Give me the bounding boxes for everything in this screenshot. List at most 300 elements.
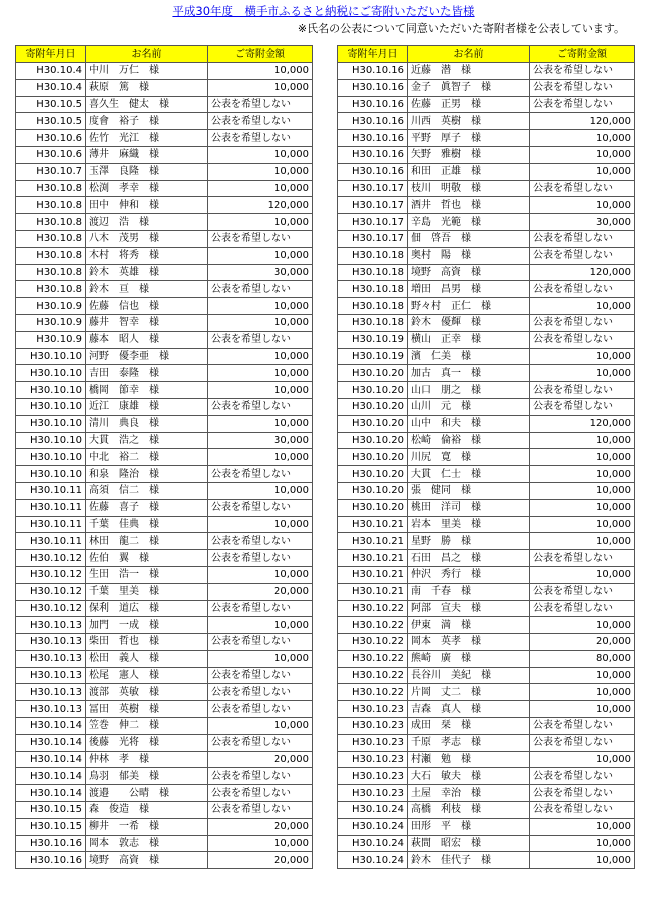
date-cell: H30.10.11 bbox=[16, 482, 86, 499]
name-cell: 松尾 憲人 様 bbox=[86, 667, 208, 684]
name-cell: 高須 信二 様 bbox=[86, 482, 208, 499]
name-cell: 千葉 佳典 様 bbox=[86, 516, 208, 533]
amount-cell: 公表を希望しない bbox=[530, 314, 635, 331]
page-title[interactable]: 平成30年度 横手市ふるさと納税にご寄附いただいた皆様 bbox=[172, 4, 475, 18]
amount-cell: 10,000 bbox=[208, 146, 313, 163]
name-cell: 保利 道広 様 bbox=[86, 600, 208, 617]
table-row bbox=[16, 533, 313, 550]
table-row bbox=[338, 449, 635, 466]
date-cell: H30.10.11 bbox=[16, 533, 86, 550]
table-row bbox=[16, 768, 313, 785]
name-cell: 金子 眞智子 様 bbox=[408, 79, 530, 96]
table-row bbox=[338, 415, 635, 432]
amount-cell: 公表を希望しない bbox=[208, 785, 313, 802]
name-cell: 熊崎 廣 様 bbox=[408, 650, 530, 667]
table-row bbox=[16, 230, 313, 247]
amount-cell: 公表を希望しない bbox=[208, 331, 313, 348]
amount-cell: 公表を希望しない bbox=[530, 331, 635, 348]
amount-cell: 20,000 bbox=[208, 751, 313, 768]
table-row bbox=[338, 264, 635, 281]
name-cell: 加古 真一 様 bbox=[408, 365, 530, 382]
amount-cell: 20,000 bbox=[530, 634, 635, 651]
date-cell: H30.10.12 bbox=[16, 600, 86, 617]
name-cell: 松田 義人 様 bbox=[86, 650, 208, 667]
date-cell: H30.10.22 bbox=[338, 650, 408, 667]
table-row bbox=[16, 835, 313, 852]
amount-cell: 10,000 bbox=[530, 298, 635, 315]
table-row bbox=[338, 247, 635, 264]
amount-cell: 20,000 bbox=[208, 818, 313, 835]
amount-cell: 120,000 bbox=[530, 113, 635, 130]
table-row bbox=[338, 634, 635, 651]
name-cell: 藤井 智幸 様 bbox=[86, 314, 208, 331]
table-row bbox=[338, 617, 635, 634]
table-row bbox=[16, 634, 313, 651]
amount-cell: 10,000 bbox=[530, 835, 635, 852]
date-cell: H30.10.10 bbox=[16, 466, 86, 483]
amount-cell: 10,000 bbox=[530, 482, 635, 499]
table-row bbox=[16, 852, 313, 869]
date-cell: H30.10.23 bbox=[338, 751, 408, 768]
name-cell: 石田 昌之 様 bbox=[408, 550, 530, 567]
amount-cell: 10,000 bbox=[208, 382, 313, 399]
amount-cell: 10,000 bbox=[208, 617, 313, 634]
amount-cell: 120,000 bbox=[530, 264, 635, 281]
amount-cell: 30,000 bbox=[208, 432, 313, 449]
amount-cell: 公表を希望しない bbox=[530, 382, 635, 399]
name-cell: 片岡 丈二 様 bbox=[408, 684, 530, 701]
date-cell: H30.10.24 bbox=[338, 802, 408, 819]
date-cell: H30.10.19 bbox=[338, 348, 408, 365]
table-row bbox=[16, 818, 313, 835]
name-cell: 阿部 宣夫 様 bbox=[408, 600, 530, 617]
date-cell: H30.10.16 bbox=[338, 163, 408, 180]
amount-cell: 10,000 bbox=[208, 298, 313, 315]
date-cell: H30.10.22 bbox=[338, 684, 408, 701]
amount-cell: 公表を希望しない bbox=[208, 768, 313, 785]
amount-cell: 公表を希望しない bbox=[208, 398, 313, 415]
name-cell: 成田 栞 様 bbox=[408, 718, 530, 735]
amount-cell: 10,000 bbox=[208, 314, 313, 331]
date-cell: H30.10.11 bbox=[16, 516, 86, 533]
table-row bbox=[338, 432, 635, 449]
name-cell: 玉澤 良隆 様 bbox=[86, 163, 208, 180]
table-row bbox=[338, 482, 635, 499]
name-cell: 岡本 敦志 様 bbox=[86, 835, 208, 852]
date-cell: H30.10.24 bbox=[338, 852, 408, 869]
name-cell: 境野 高資 様 bbox=[86, 852, 208, 869]
name-cell: 冨田 英樹 様 bbox=[86, 701, 208, 718]
table-row bbox=[338, 197, 635, 214]
date-cell: H30.10.10 bbox=[16, 382, 86, 399]
amount-cell: 10,000 bbox=[208, 348, 313, 365]
date-cell: H30.10.16 bbox=[338, 79, 408, 96]
amount-cell: 公表を希望しない bbox=[530, 600, 635, 617]
name-cell: 鳥羽 郁美 様 bbox=[86, 768, 208, 785]
name-cell: 渡辺 浩 様 bbox=[86, 214, 208, 231]
table-row bbox=[16, 432, 313, 449]
name-cell: 萩間 昭宏 様 bbox=[408, 835, 530, 852]
name-cell: 佐藤 正男 様 bbox=[408, 96, 530, 113]
name-cell: 佃 啓吾 様 bbox=[408, 230, 530, 247]
date-cell: H30.10.19 bbox=[338, 331, 408, 348]
name-cell: 近藤 潜 様 bbox=[408, 63, 530, 80]
date-cell: H30.10.17 bbox=[338, 180, 408, 197]
name-cell: 奥村 陽 様 bbox=[408, 247, 530, 264]
name-cell: 喜久生 健太 様 bbox=[86, 96, 208, 113]
amount-cell: 公表を希望しない bbox=[530, 230, 635, 247]
name-cell: 渡部 英敏 様 bbox=[86, 684, 208, 701]
amount-cell: 公表を希望しない bbox=[208, 281, 313, 298]
name-cell: 張 健同 様 bbox=[408, 482, 530, 499]
date-cell: H30.10.20 bbox=[338, 415, 408, 432]
amount-cell: 30,000 bbox=[208, 264, 313, 281]
table-row bbox=[338, 785, 635, 802]
date-cell: H30.10.14 bbox=[16, 785, 86, 802]
date-cell: H30.10.22 bbox=[338, 600, 408, 617]
amount-cell: 公表を希望しない bbox=[530, 398, 635, 415]
table-row bbox=[338, 130, 635, 147]
name-cell: 木村 将秀 様 bbox=[86, 247, 208, 264]
date-cell: H30.10.17 bbox=[338, 214, 408, 231]
table-row bbox=[338, 298, 635, 315]
amount-cell: 10,000 bbox=[530, 466, 635, 483]
date-cell: H30.10.13 bbox=[16, 684, 86, 701]
date-cell: H30.10.23 bbox=[338, 768, 408, 785]
amount-cell: 公表を希望しない bbox=[208, 634, 313, 651]
date-cell: H30.10.9 bbox=[16, 314, 86, 331]
name-cell: 南 千春 様 bbox=[408, 583, 530, 600]
amount-cell: 公表を希望しない bbox=[530, 583, 635, 600]
amount-cell: 10,000 bbox=[530, 516, 635, 533]
amount-cell: 10,000 bbox=[530, 701, 635, 718]
name-cell: 渡邉 公晴 様 bbox=[86, 785, 208, 802]
donor-table-left bbox=[15, 45, 313, 869]
date-cell: H30.10.7 bbox=[16, 163, 86, 180]
date-cell: H30.10.14 bbox=[16, 768, 86, 785]
amount-cell: 10,000 bbox=[208, 516, 313, 533]
name-cell: 吉田 泰隆 様 bbox=[86, 365, 208, 382]
table-row bbox=[338, 835, 635, 852]
name-cell: 八木 茂男 様 bbox=[86, 230, 208, 247]
table-row bbox=[338, 163, 635, 180]
name-cell: 野々村 正仁 様 bbox=[408, 298, 530, 315]
name-cell: 山中 和夫 様 bbox=[408, 415, 530, 432]
date-cell: H30.10.16 bbox=[338, 130, 408, 147]
name-cell: 千葉 里美 様 bbox=[86, 583, 208, 600]
donor-table-right bbox=[337, 45, 635, 869]
name-cell: 田中 伸和 様 bbox=[86, 197, 208, 214]
amount-cell: 公表を希望しない bbox=[208, 533, 313, 550]
date-cell: H30.10.21 bbox=[338, 583, 408, 600]
date-cell: H30.10.16 bbox=[338, 63, 408, 80]
amount-cell: 公表を希望しない bbox=[530, 550, 635, 567]
amount-cell: 公表を希望しない bbox=[530, 247, 635, 264]
table-row bbox=[16, 314, 313, 331]
date-cell: H30.10.15 bbox=[16, 818, 86, 835]
date-cell: H30.10.20 bbox=[338, 449, 408, 466]
date-cell: H30.10.16 bbox=[16, 835, 86, 852]
table-row bbox=[338, 180, 635, 197]
date-cell: H30.10.23 bbox=[338, 718, 408, 735]
name-cell: 大石 敏夫 様 bbox=[408, 768, 530, 785]
header-name: お名前 bbox=[86, 46, 208, 63]
table-header-row bbox=[16, 46, 313, 63]
table-row bbox=[16, 146, 313, 163]
name-cell: 吉森 真人 様 bbox=[408, 701, 530, 718]
name-cell: 森 俊造 様 bbox=[86, 802, 208, 819]
date-cell: H30.10.20 bbox=[338, 499, 408, 516]
amount-cell: 10,000 bbox=[208, 650, 313, 667]
date-cell: H30.10.12 bbox=[16, 583, 86, 600]
name-cell: 柴田 哲也 様 bbox=[86, 634, 208, 651]
amount-cell: 10,000 bbox=[208, 79, 313, 96]
header-amount: ご寄附金額 bbox=[208, 46, 313, 63]
table-row bbox=[16, 281, 313, 298]
amount-cell: 10,000 bbox=[530, 499, 635, 516]
date-cell: H30.10.21 bbox=[338, 566, 408, 583]
name-cell: 松崎 倫裕 様 bbox=[408, 432, 530, 449]
table-row bbox=[338, 818, 635, 835]
table-row bbox=[338, 499, 635, 516]
date-cell: H30.10.13 bbox=[16, 667, 86, 684]
amount-cell: 公表を希望しない bbox=[530, 281, 635, 298]
name-cell: 長谷川 美紀 様 bbox=[408, 667, 530, 684]
amount-cell: 公表を希望しない bbox=[530, 785, 635, 802]
date-cell: H30.10.8 bbox=[16, 281, 86, 298]
name-cell: 柳井 一希 様 bbox=[86, 818, 208, 835]
table-row bbox=[338, 751, 635, 768]
amount-cell: 公表を希望しない bbox=[208, 802, 313, 819]
table-row bbox=[16, 163, 313, 180]
amount-cell: 公表を希望しない bbox=[530, 768, 635, 785]
table-row bbox=[338, 667, 635, 684]
amount-cell: 公表を希望しない bbox=[208, 667, 313, 684]
date-cell: H30.10.22 bbox=[338, 667, 408, 684]
name-cell: 岡本 英孝 様 bbox=[408, 634, 530, 651]
table-row bbox=[16, 130, 313, 147]
table-row bbox=[338, 214, 635, 231]
name-cell: 大貫 浩之 様 bbox=[86, 432, 208, 449]
name-cell: 近江 康雄 様 bbox=[86, 398, 208, 415]
date-cell: H30.10.20 bbox=[338, 466, 408, 483]
date-cell: H30.10.21 bbox=[338, 516, 408, 533]
amount-cell: 10,000 bbox=[530, 684, 635, 701]
date-cell: H30.10.4 bbox=[16, 79, 86, 96]
date-cell: H30.10.9 bbox=[16, 298, 86, 315]
table-row bbox=[338, 146, 635, 163]
table-row bbox=[16, 398, 313, 415]
table-row bbox=[16, 264, 313, 281]
table-row bbox=[338, 281, 635, 298]
amount-cell: 10,000 bbox=[530, 852, 635, 869]
name-cell: 中北 裕二 様 bbox=[86, 449, 208, 466]
amount-cell: 10,000 bbox=[530, 667, 635, 684]
name-cell: 鈴木 英雄 様 bbox=[86, 264, 208, 281]
date-cell: H30.10.13 bbox=[16, 634, 86, 651]
amount-cell: 公表を希望しない bbox=[208, 96, 313, 113]
amount-cell: 10,000 bbox=[530, 533, 635, 550]
amount-cell: 10,000 bbox=[530, 751, 635, 768]
table-row bbox=[338, 96, 635, 113]
table-row bbox=[16, 415, 313, 432]
table-row bbox=[16, 583, 313, 600]
table-row bbox=[338, 398, 635, 415]
date-cell: H30.10.24 bbox=[338, 835, 408, 852]
amount-cell: 120,000 bbox=[530, 415, 635, 432]
amount-cell: 10,000 bbox=[208, 482, 313, 499]
date-cell: H30.10.14 bbox=[16, 734, 86, 751]
table-row bbox=[16, 331, 313, 348]
name-cell: 藤本 昭人 様 bbox=[86, 331, 208, 348]
date-cell: H30.10.16 bbox=[338, 96, 408, 113]
table-row bbox=[338, 600, 635, 617]
date-cell: H30.10.4 bbox=[16, 63, 86, 80]
name-cell: 千原 孝志 様 bbox=[408, 734, 530, 751]
date-cell: H30.10.23 bbox=[338, 785, 408, 802]
name-cell: 増田 昌男 様 bbox=[408, 281, 530, 298]
table-row bbox=[16, 499, 313, 516]
date-cell: H30.10.21 bbox=[338, 533, 408, 550]
date-cell: H30.10.5 bbox=[16, 96, 86, 113]
amount-cell: 10,000 bbox=[530, 130, 635, 147]
date-cell: H30.10.10 bbox=[16, 398, 86, 415]
amount-cell: 公表を希望しない bbox=[208, 130, 313, 147]
table-row bbox=[16, 79, 313, 96]
publication-note: ※氏名の公表について同意いただいた寄附者様を公表しています。 bbox=[297, 22, 625, 35]
amount-cell: 公表を希望しない bbox=[208, 701, 313, 718]
date-cell: H30.10.10 bbox=[16, 415, 86, 432]
date-cell: H30.10.8 bbox=[16, 247, 86, 264]
name-cell: 和田 正雄 様 bbox=[408, 163, 530, 180]
table-row bbox=[338, 314, 635, 331]
amount-cell: 10,000 bbox=[530, 163, 635, 180]
name-cell: 横山 正幸 様 bbox=[408, 331, 530, 348]
date-cell: H30.10.6 bbox=[16, 146, 86, 163]
date-cell: H30.10.8 bbox=[16, 230, 86, 247]
table-row bbox=[338, 79, 635, 96]
name-cell: 鈴木 優輝 様 bbox=[408, 314, 530, 331]
date-cell: H30.10.10 bbox=[16, 348, 86, 365]
amount-cell: 10,000 bbox=[530, 365, 635, 382]
name-cell: 境野 高資 様 bbox=[408, 264, 530, 281]
name-cell: 佐伯 翼 様 bbox=[86, 550, 208, 567]
name-cell: 清川 典良 様 bbox=[86, 415, 208, 432]
header-amount: ご寄附金額 bbox=[530, 46, 635, 63]
table-row bbox=[338, 382, 635, 399]
name-cell: 辛島 光範 様 bbox=[408, 214, 530, 231]
date-cell: H30.10.20 bbox=[338, 365, 408, 382]
date-cell: H30.10.10 bbox=[16, 432, 86, 449]
amount-cell: 10,000 bbox=[530, 432, 635, 449]
name-cell: 仲林 孝 様 bbox=[86, 751, 208, 768]
table-row bbox=[16, 96, 313, 113]
amount-cell: 120,000 bbox=[208, 197, 313, 214]
name-cell: 星野 勝 様 bbox=[408, 533, 530, 550]
amount-cell: 公表を希望しない bbox=[530, 63, 635, 80]
amount-cell: 10,000 bbox=[208, 835, 313, 852]
date-cell: H30.10.8 bbox=[16, 264, 86, 281]
table-row bbox=[338, 583, 635, 600]
table-row bbox=[16, 734, 313, 751]
amount-cell: 20,000 bbox=[208, 852, 313, 869]
amount-cell: 10,000 bbox=[530, 449, 635, 466]
date-cell: H30.10.23 bbox=[338, 701, 408, 718]
amount-cell: 公表を希望しない bbox=[530, 802, 635, 819]
amount-cell: 公表を希望しない bbox=[530, 734, 635, 751]
table-row bbox=[338, 701, 635, 718]
table-row bbox=[338, 550, 635, 567]
amount-cell: 80,000 bbox=[530, 650, 635, 667]
table-row bbox=[338, 650, 635, 667]
date-cell: H30.10.13 bbox=[16, 701, 86, 718]
date-cell: H30.10.6 bbox=[16, 130, 86, 147]
amount-cell: 10,000 bbox=[530, 348, 635, 365]
date-cell: H30.10.22 bbox=[338, 617, 408, 634]
date-cell: H30.10.5 bbox=[16, 113, 86, 130]
date-cell: H30.10.15 bbox=[16, 802, 86, 819]
amount-cell: 公表を希望しない bbox=[208, 466, 313, 483]
date-cell: H30.10.20 bbox=[338, 432, 408, 449]
date-cell: H30.10.18 bbox=[338, 281, 408, 298]
name-cell: 高橋 利枝 様 bbox=[408, 802, 530, 819]
date-cell: H30.10.21 bbox=[338, 550, 408, 567]
table-row bbox=[16, 382, 313, 399]
table-row bbox=[16, 365, 313, 382]
name-cell: 橋岡 節幸 様 bbox=[86, 382, 208, 399]
name-cell: 笠巻 伸二 様 bbox=[86, 718, 208, 735]
amount-cell: 10,000 bbox=[530, 818, 635, 835]
amount-cell: 10,000 bbox=[208, 63, 313, 80]
amount-cell: 10,000 bbox=[530, 197, 635, 214]
amount-cell: 公表を希望しない bbox=[530, 96, 635, 113]
date-cell: H30.10.10 bbox=[16, 365, 86, 382]
date-cell: H30.10.8 bbox=[16, 197, 86, 214]
date-cell: H30.10.16 bbox=[16, 852, 86, 869]
amount-cell: 10,000 bbox=[208, 415, 313, 432]
header-name: お名前 bbox=[408, 46, 530, 63]
date-cell: H30.10.14 bbox=[16, 718, 86, 735]
name-cell: 河野 優李亜 様 bbox=[86, 348, 208, 365]
name-cell: 川西 英樹 様 bbox=[408, 113, 530, 130]
table-header-row bbox=[338, 46, 635, 63]
table-row bbox=[338, 466, 635, 483]
name-cell: 中川 万仁 様 bbox=[86, 63, 208, 80]
date-cell: H30.10.11 bbox=[16, 499, 86, 516]
table-row bbox=[16, 701, 313, 718]
date-cell: H30.10.20 bbox=[338, 398, 408, 415]
amount-cell: 10,000 bbox=[208, 247, 313, 264]
table-row bbox=[338, 348, 635, 365]
date-cell: H30.10.9 bbox=[16, 331, 86, 348]
amount-cell: 公表を希望しない bbox=[208, 113, 313, 130]
name-cell: 川尻 寛 様 bbox=[408, 449, 530, 466]
amount-cell: 公表を希望しない bbox=[530, 718, 635, 735]
amount-cell: 10,000 bbox=[208, 163, 313, 180]
table-row bbox=[338, 365, 635, 382]
table-row bbox=[338, 516, 635, 533]
amount-cell: 30,000 bbox=[530, 214, 635, 231]
date-cell: H30.10.23 bbox=[338, 734, 408, 751]
name-cell: 佐竹 光江 様 bbox=[86, 130, 208, 147]
table-row bbox=[16, 718, 313, 735]
name-cell: 桃田 洋司 様 bbox=[408, 499, 530, 516]
table-row bbox=[338, 852, 635, 869]
name-cell: 林田 龍二 様 bbox=[86, 533, 208, 550]
table-row bbox=[16, 751, 313, 768]
date-cell: H30.10.18 bbox=[338, 314, 408, 331]
amount-cell: 10,000 bbox=[530, 146, 635, 163]
